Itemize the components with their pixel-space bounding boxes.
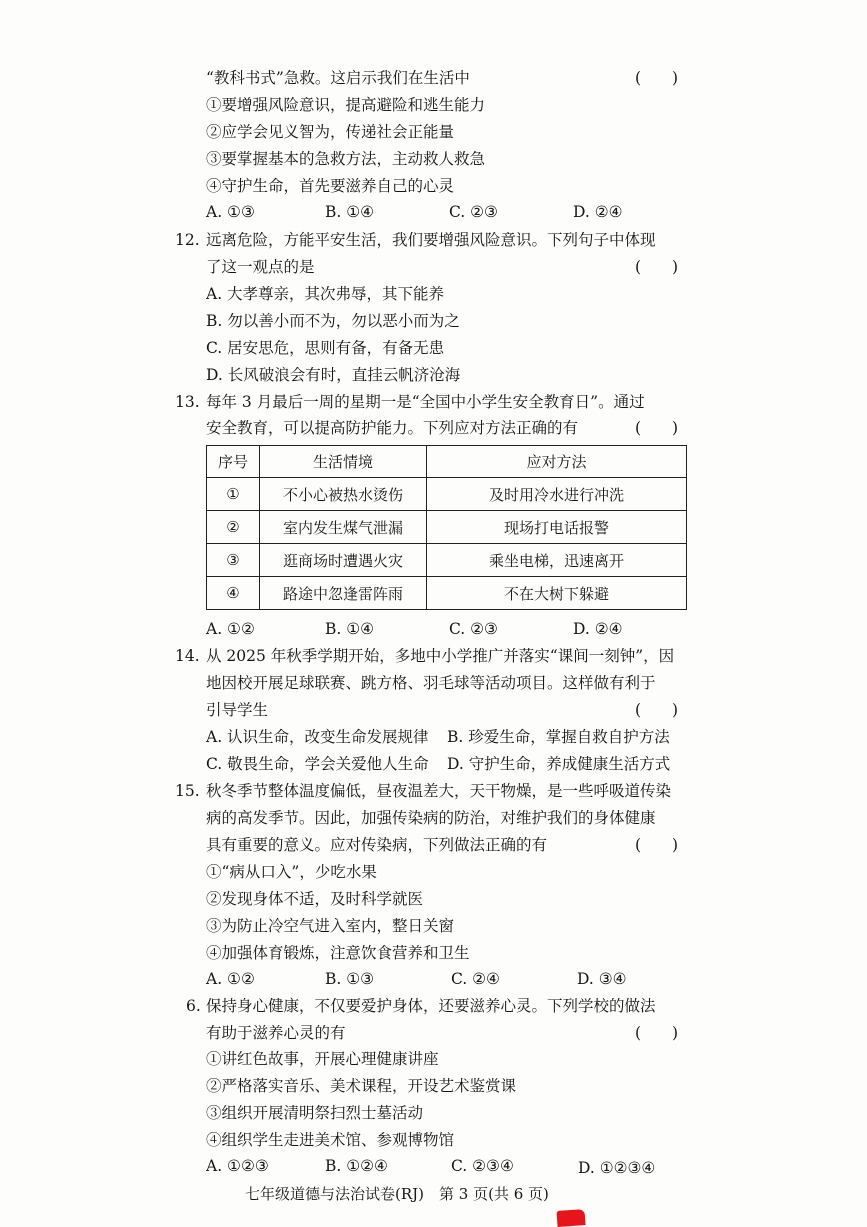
table-cell-method: 乘坐电梯，迅速离开	[427, 544, 687, 577]
table-header-method: 应对方法	[427, 446, 687, 478]
q13-option-d: D. ②④	[573, 620, 623, 638]
table-cell-method: 现场打电话报警	[427, 511, 687, 544]
table-cell-index: ③	[207, 544, 260, 577]
q13-number: 13.	[175, 393, 200, 411]
q12-choice-d: D. 长风破浪会有时，直挂云帆济沧海	[206, 366, 461, 384]
q14-stem-line-1: 从 2025 年秋季学期开始，多地中小学推广并落实“课间一刻钟”，因	[206, 647, 675, 665]
q12-choice-c: C. 居安思危，思则有备，有备无患	[206, 339, 445, 357]
q14-choice-c: C. 敬畏生命，学会关爱他人生命	[206, 755, 429, 773]
q12-choice-b: B. 勿以善小而不为，勿以恶小而为之	[206, 312, 460, 330]
table-row	[207, 544, 687, 577]
q14-number: 14.	[175, 647, 200, 665]
q15-stem-line-3: 具有重要的意义。应对传染病，下列做法正确的有	[206, 836, 548, 854]
q16-answer-bracket: ( )	[635, 1024, 679, 1042]
q16-item-3: ③组织开展清明祭扫烈士墓活动	[206, 1104, 424, 1122]
q15-option-c: C. ②④	[451, 970, 500, 988]
q14-answer-bracket: ( )	[635, 701, 679, 719]
q12-stem-line-1: 远离危险，方能平安生活，我们要增强风险意识。下列句子中体现	[206, 231, 656, 249]
q16-stem-line-2: 有助于滋养心灵的有	[206, 1024, 346, 1042]
table-cell-index: ②	[207, 511, 260, 544]
q11-option-c: C. ②③	[449, 203, 498, 221]
table-header-index: 序号	[207, 446, 260, 478]
q14-stem-line-2: 地因校开展足球联赛、跳方格、羽毛球等活动项目。这样做有利于	[206, 674, 656, 692]
q16-option-a: A. ①②③	[206, 1157, 269, 1175]
q12-stem-line-2: 了这一观点的是	[206, 258, 315, 276]
table-cell-index: ①	[207, 478, 260, 511]
q15-option-b: B. ①③	[325, 970, 375, 988]
table-row	[207, 511, 687, 544]
q14-choice-d: D. 守护生命，养成健康生活方式	[447, 755, 671, 773]
q11-option-b: B. ①④	[325, 203, 375, 221]
q16-item-2: ②严格落实音乐、美术课程，开设艺术鉴赏课	[206, 1077, 517, 1095]
q16-item-4: ④组织学生走进美术馆、参观博物馆	[206, 1131, 455, 1149]
q13-answer-bracket: ( )	[635, 419, 679, 437]
q15-item-3: ③为防止冷空气进入室内，整日关窗	[206, 917, 455, 935]
safety-table	[206, 445, 687, 610]
q15-stem-line-1: 秋冬季节整体温度偏低，昼夜温差大，天干物燥，是一些呼吸道传染	[206, 782, 672, 800]
table-cell-situation: 室内发生煤气泄漏	[260, 511, 427, 544]
q15-item-4: ④加强体育锻炼，注意饮食营养和卫生	[206, 944, 470, 962]
table-cell-index: ④	[207, 577, 260, 610]
q11-answer-bracket: ( )	[635, 69, 679, 87]
q16-option-b: B. ①②④	[325, 1157, 388, 1175]
q16-number: 6.	[186, 997, 201, 1015]
table-cell-situation: 逛商场时遭遇火灾	[260, 544, 427, 577]
q11-item-2: ②应学会见义智为，传递社会正能量	[206, 123, 455, 141]
q12-choice-a: A. 大孝尊亲，其次弗辱，其下能养	[206, 285, 445, 303]
q16-option-d: D. ①②③④	[578, 1159, 656, 1177]
table-cell-method: 及时用冷水进行冲洗	[427, 478, 687, 511]
q11-item-4: ④守护生命，首先要滋养自己的心灵	[206, 177, 455, 195]
table-cell-situation: 不小心被热水烫伤	[260, 478, 427, 511]
q16-option-c: C. ②③④	[451, 1157, 514, 1175]
table-header-situation: 生活情境	[260, 446, 427, 478]
q13-stem-line-2: 安全教育，可以提高防护能力。下列应对方法正确的有	[206, 419, 579, 437]
q15-option-d: D. ③④	[577, 970, 627, 988]
q14-stem-line-3: 引导学生	[206, 701, 269, 719]
q12-answer-bracket: ( )	[635, 258, 679, 276]
q12-number: 12.	[175, 231, 200, 249]
page-footer: 七年级道德与法治试卷(RJ) 第 3 页(共 6 页)	[245, 1185, 549, 1203]
table-cell-situation: 路途中忽逢雷阵雨	[260, 577, 427, 610]
q11-option-a: A. ①③	[206, 203, 255, 221]
q14-choice-b: B. 珍爱生命，掌握自救自护方法	[447, 728, 670, 746]
red-mark	[556, 1209, 585, 1227]
q11-stem: “教科书式”急救。这启示我们在生活中	[206, 69, 470, 87]
q11-option-d: D. ②④	[573, 203, 623, 221]
q15-option-a: A. ①②	[206, 970, 255, 988]
q13-option-c: C. ②③	[449, 620, 498, 638]
q16-item-1: ①讲红色故事，开展心理健康讲座	[206, 1050, 439, 1068]
q16-stem-line-1: 保持身心健康，不仅要爱护身体，还要滋养心灵。下列学校的做法	[206, 997, 656, 1015]
q13-option-b: B. ①④	[325, 620, 375, 638]
q15-item-1: ①“病从口入”，少吃水果	[206, 863, 377, 881]
q13-option-a: A. ①②	[206, 620, 255, 638]
q13-stem-line-1: 每年 3 月最后一周的星期一是“全国中小学生安全教育日”。通过	[206, 393, 645, 411]
table-row	[207, 478, 687, 511]
q11-item-1: ①要增强风险意识，提高避险和逃生能力	[206, 96, 486, 114]
table-row	[207, 577, 687, 610]
q15-number: 15.	[175, 782, 200, 800]
table-cell-method: 不在大树下躲避	[427, 577, 687, 610]
q15-answer-bracket: ( )	[635, 836, 679, 854]
q15-stem-line-2: 病的高发季节。因此，加强传染病的防治，对维护我们的身体健康	[206, 809, 656, 827]
q14-choice-a: A. 认识生命，改变生命发展规律	[206, 728, 429, 746]
table-header-row	[207, 446, 687, 478]
q11-item-3: ③要掌握基本的急救方法，主动救人救急	[206, 150, 486, 168]
q15-item-2: ②发现身体不适，及时科学就医	[206, 890, 424, 908]
